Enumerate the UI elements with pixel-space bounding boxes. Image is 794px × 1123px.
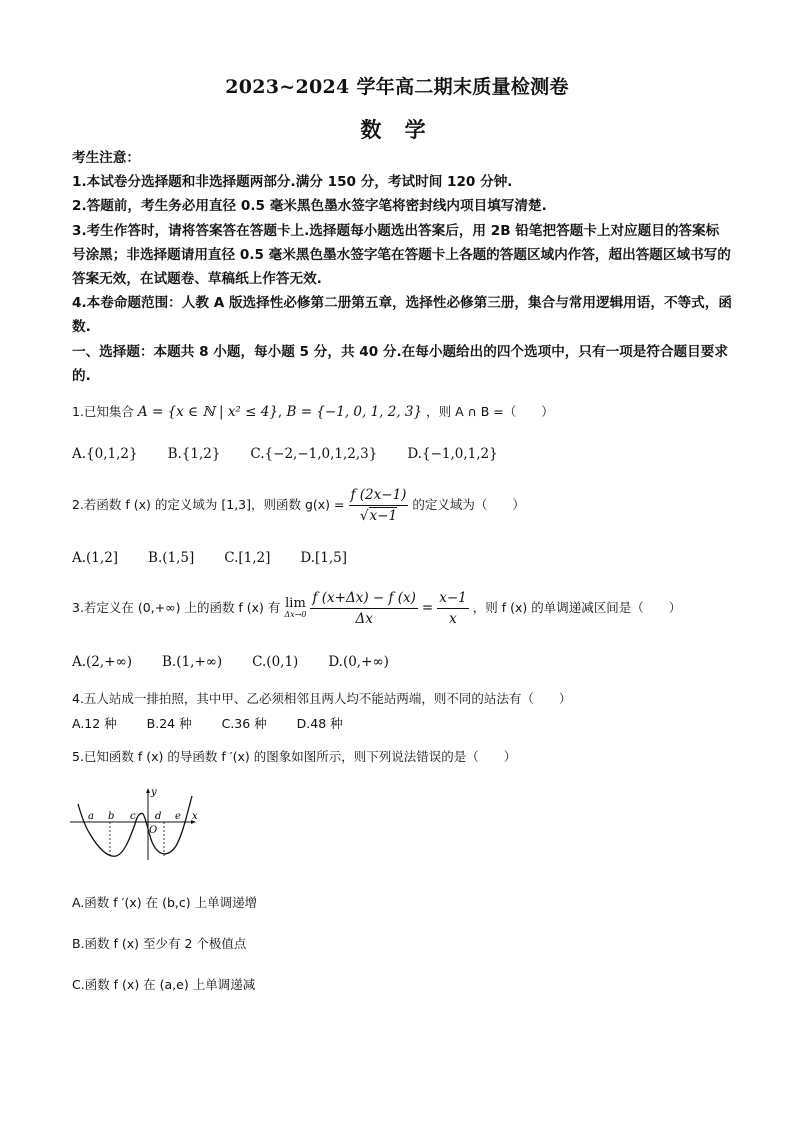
note-item-1: 1.本试卷分选择题和非选择题两部分.满分 150 分，考试时间 120 分钟. <box>72 174 513 191</box>
graph-label-e: e <box>175 811 181 822</box>
sqrt-icon: √ <box>359 508 369 524</box>
note-item-4: 4.本卷命题范围：人教 A 版选择性必修第二册第五章，选择性必修第三册，集合与常用逻辑用语，不等式，函数. <box>72 295 732 336</box>
graph-label-c: c <box>130 811 136 822</box>
q5-option-a: A.函数 f ′(x) 在 (b,c) 上单调递增 <box>72 895 258 910</box>
q3-fraction-left <box>310 590 417 627</box>
note-item-2: 2.答题前，考生务必用直径 0.5 毫米黑色墨水签字笔将密封线内项目填写清楚. <box>72 198 547 215</box>
q2-suffix: 的定义域为（ ） <box>412 497 525 512</box>
q3-option-c: C.(0,1) <box>252 654 299 670</box>
q2-option-b: B.(1,5] <box>148 550 195 566</box>
q3-equals: = <box>421 600 434 616</box>
q1-set-b: B = {−1, 0, 1, 2, 3} <box>286 404 423 420</box>
question-2 <box>72 487 525 524</box>
question-4: 4.五人站成一排拍照，其中甲、乙必须相邻且两人均不能站两端，则不同的站法有（ ） <box>72 691 572 706</box>
graph-label-origin: O <box>149 825 158 836</box>
graph-label-b: b <box>108 811 115 822</box>
q1-options <box>72 446 524 462</box>
note-item-3: 3.考生作答时，请将答案答在答题卡上.选择题每小题选出答案后，用 2B 铅笔把答题卡上对应题目的答案标号涂黑；非选择题请用直径 0.5 毫米黑色墨水签字笔在答题卡上各题的答题区域内作答，超出答题区域书写的答案无效，在试题卷、草稿纸上作答无效. <box>72 222 731 288</box>
q3-options <box>72 654 415 670</box>
q1-set-a: A = {x ∈ ℕ | x² ≤ 4} <box>137 404 278 420</box>
derivative-graph <box>68 782 208 862</box>
q3-limit <box>284 595 307 620</box>
derivative-curve <box>78 796 192 856</box>
q2-option-d: D.[1,5] <box>300 550 348 566</box>
q2-option-a: A.(1,2] <box>72 550 119 566</box>
q1-option-b: B.{1,2} <box>167 446 221 462</box>
q4-options <box>72 714 369 732</box>
q1-option-d: D.{−1,0,1,2} <box>407 446 498 462</box>
candidate-notes <box>72 146 732 388</box>
q3-numerator-left: f (x+Δx) − f (x) <box>310 590 417 609</box>
subject-title: 数 学 <box>360 117 434 142</box>
q4-option-d: D.48 种 <box>296 716 343 731</box>
q1-option-c: C.{−2,−1,0,1,2,3} <box>250 446 378 462</box>
q4-option-b: B.24 种 <box>146 716 192 731</box>
q3-denominator-left: Δx <box>355 611 373 627</box>
q3-prefix: 3.若定义在 (0,+∞) 上的函数 f (x) 有 <box>72 600 281 615</box>
q2-prefix: 2.若函数 f (x) 的定义域为 [1,3]，则函数 g(x) = <box>72 497 345 512</box>
q3-denominator-right: x <box>449 611 457 627</box>
q3-suffix: ，则 f (x) 的单调递减区间是（ ） <box>472 600 682 615</box>
q2-fraction <box>349 487 409 524</box>
q2-options <box>72 550 373 566</box>
q3-option-b: B.(1,+∞) <box>162 654 223 670</box>
notes-heading: 考生注意： <box>72 150 140 166</box>
y-axis-arrow-icon <box>146 788 150 793</box>
graph-label-a: a <box>88 811 94 822</box>
q3-option-a: A.(2,+∞) <box>72 654 133 670</box>
question-3 <box>72 590 681 627</box>
graph-label-d: d <box>155 811 162 822</box>
q3-lim-word: lim <box>285 595 306 611</box>
q3-numerator-right: x−1 <box>437 590 469 609</box>
q1-ask: ，则 A ∩ B =（ ） <box>426 404 554 419</box>
q2-numerator: f (2x−1) <box>349 487 409 506</box>
q1-option-a: A.{0,1,2} <box>72 446 138 462</box>
q5-option-b: B.函数 f (x) 至少有 2 个极值点 <box>72 936 247 951</box>
graph-label-y: y <box>151 787 157 798</box>
question-5: 5.已知函数 f (x) 的导函数 f ′(x) 的图象如图所示，则下列说法错误的是（ ） <box>72 749 517 764</box>
graph-label-x: x <box>192 811 198 822</box>
q2-option-c: C.[1,2] <box>224 550 271 566</box>
q3-fraction-right <box>437 590 469 627</box>
section-heading: 一、选择题：本题共 8 小题，每小题 5 分，共 40 分.在每小题给出的四个选项中，只有一项是符合题目要求的. <box>72 343 728 384</box>
q5-option-c: C.函数 f (x) 在 (a,e) 上单调递减 <box>72 977 256 992</box>
q3-lim-sub: Δx→0 <box>284 609 307 619</box>
q4-option-a: A.12 种 <box>72 716 117 731</box>
question-1: 1.已知集合 A = {x ∈ ℕ | x² ≤ 4}, B = {−1, 0, 1, 2, 3} ，则 A ∩ B =（ ） <box>72 404 554 420</box>
exam-title: 2023~2024 学年高二期末质量检测卷 <box>225 76 569 98</box>
q4-option-c: C.36 种 <box>221 716 267 731</box>
q2-denominator: x−1 <box>369 508 398 524</box>
q1-prefix: 1.已知集合 <box>72 404 134 419</box>
q3-option-d: D.(0,+∞) <box>328 654 389 670</box>
